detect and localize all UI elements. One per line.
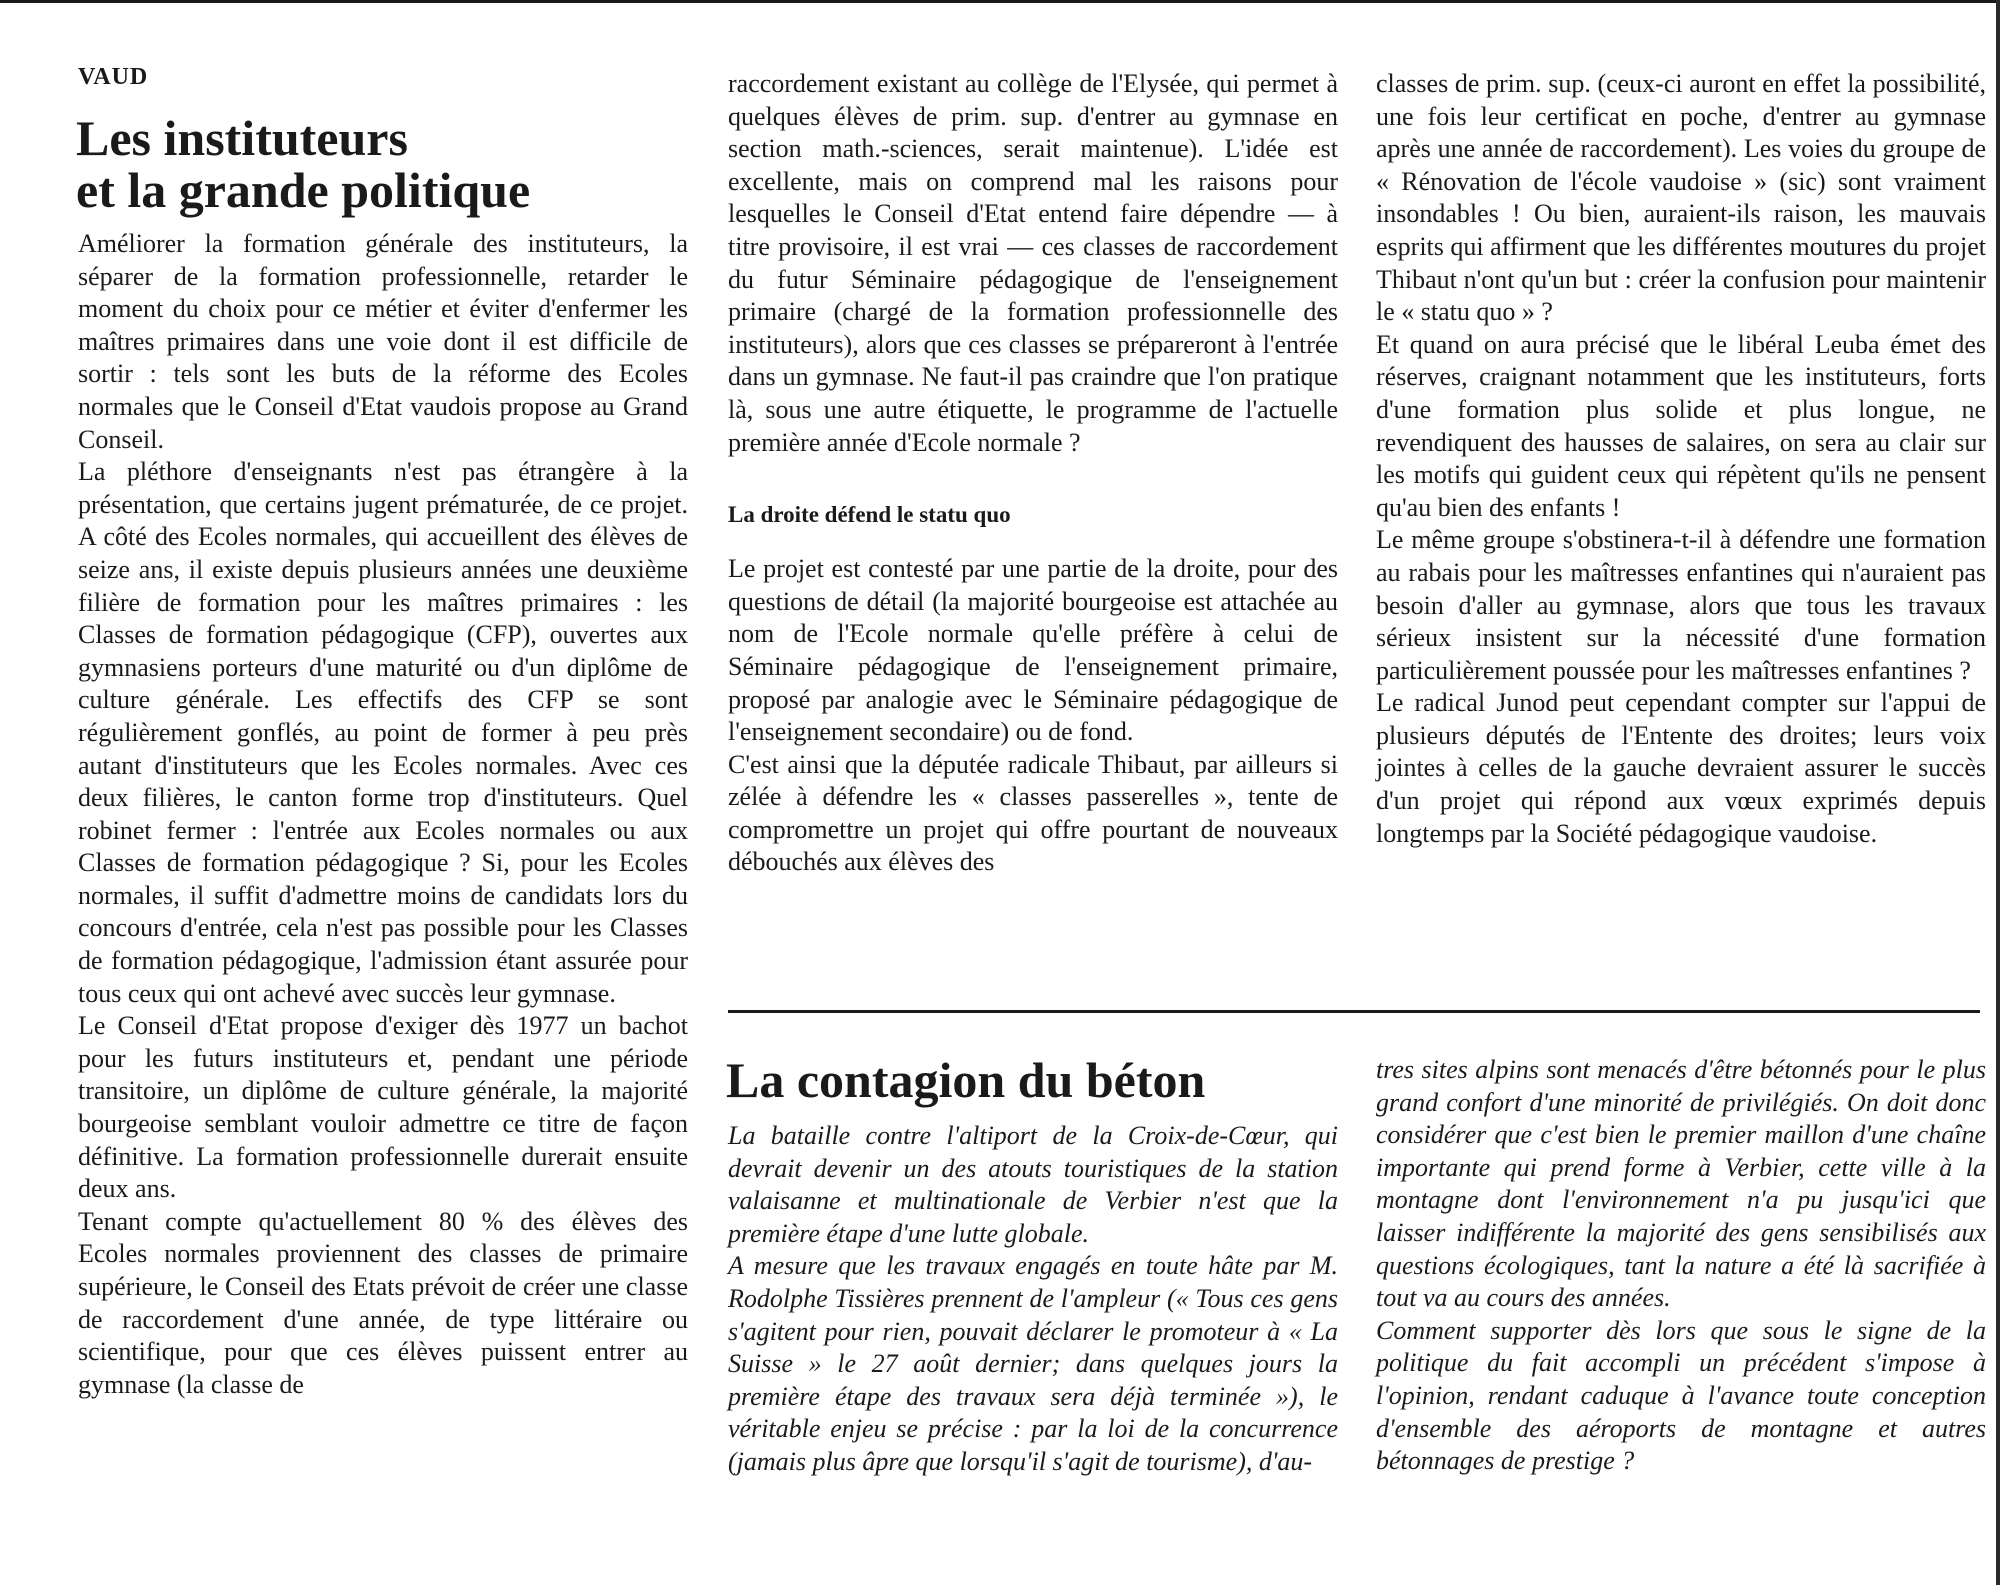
paragraph: raccordement existant au collège de l'Elysée, qui permet à quelques élèves de prim. sup. d'entrer au gymnase en section math.-sciences, serait maintenue). L'idée est excellente, mais on comprend mal les raisons pour lesquelles le Conseil d'Etat entend faire dépendre — à titre provisoire, il est vrai — ces classes de raccordement du futur Séminaire pédagogique de l'enseignement primaire (chargé de la formation professionnelle des instituteurs), alors que ces classes se prépareront à l'entrée dans un gymnase. Ne faut-il pas craindre que l'on pratique là, sous une autre étiquette, le programme de l'actuelle première année d'Ecole normale ?: [728, 69, 1338, 457]
article1-column-2: [728, 68, 1338, 879]
article2-column-1: [728, 1120, 1338, 1479]
paragraph: tres sites alpins sont menacés d'être bétonnés pour le plus grand confort d'une minorité de privilégiés. On doit donc considérer que c'est bien le premier maillon d'une chaîne importante qui prend forme à Verbier, cette ville à la montagne dont l'environnement n'a pu jusqu'ici que laisser indifférente la majorité des gens sensibilisés aux questions écologiques, tant la nature a été là sacrifiée à tout va au cours des années.: [1376, 1055, 1986, 1313]
top-rule: [0, 0, 2000, 3]
paragraph: Le même groupe s'obstinera-t-il à défendre une formation au rabais pour les maîtresses enfantines qui n'auraient pas besoin d'aller au gymnase, alors que tous les travaux sérieux insistent sur la nécessité d'une formation particulièrement poussée pour les maîtresses enfantines ?: [1376, 525, 1986, 685]
paragraph: A mesure que les travaux engagés en toute hâte par M. Rodolphe Tissières prennent de l'ampleur (« Tous ces gens s'agitent pour rien, pouvait déclarer le promoteur à « La Suisse » le 27 août dernier; dans quelques jours la première étape des travaux sera déjà terminée »), le véritable enjeu se précise : par la loi de la concurrence (jamais plus âpre que lorsqu'il s'agit de tourisme), d'au-: [728, 1251, 1338, 1476]
article1-column-3: [1376, 68, 1986, 850]
page-edge: [1996, 0, 2000, 1585]
paragraph: Le projet est contesté par une partie de la droite, pour des questions de détail (la majorité bourgeoise est attachée au nom de l'Ecole normale qu'elle préfère à celui de Séminaire pédagogique de l'enseignement primaire, proposé par analogie avec le Séminaire pédagogique de l'enseignement secondaire) ou de fond.: [728, 554, 1338, 747]
article2-headline: La contagion du béton: [726, 1052, 1206, 1108]
article-divider: [728, 1010, 1980, 1013]
paragraph: La pléthore d'enseignants n'est pas étrangère à la présentation, que certains jugent prématurée, de ce projet. A côté des Ecoles normales, qui accueillent des élèves de seize ans, il existe depuis plusieurs années une deuxième filière de formation pour les maîtres primaires : les Classes de formation pédagogique (CFP), ouvertes aux gymnasiens porteurs d'une maturité ou d'un diplôme de culture générale. Les effectifs des CFP se sont régulièrement gonflés, au point de former à peu près autant d'instituteurs que les Ecoles normales. Avec ces deux filières, le canton forme trop d'instituteurs. Quel robinet fermer : l'entrée aux Ecoles normales ou aux Classes de formation pédagogique ? Si, pour les Ecoles normales, il suffit d'admettre moins de candidats lors du concours d'entrée, cela n'est pas possible pour les Classes de formation pédagogique, l'admission étant assurée pour tous ceux qui ont achevé avec succès leur gymnase.: [78, 457, 688, 1008]
subheading: La droite défend le statu quo: [728, 502, 1011, 528]
article2-column-2: [1376, 1054, 1986, 1478]
section-label: VAUD: [78, 64, 149, 90]
paragraph: La bataille contre l'altiport de la Croix-de-Cœur, qui devrait devenir un des atouts touristiques de la station valaisanne et multinationale de Verbier n'est que la première étape d'une lutte globale.: [728, 1121, 1338, 1248]
headline-line-1: Les instituteurs: [76, 110, 408, 166]
spacer: [728, 531, 1338, 553]
paragraph: Tenant compte qu'actuellement 80 % des élèves des Ecoles normales proviennent des classes de primaire supérieure, le Conseil des Etats prévoit de créer une classe de raccordement d'une année, de type littéraire ou scientifique, pour que ces élèves puissent entrer au gymnase (la classe de: [78, 1206, 688, 1399]
paragraph: Le radical Junod peut cependant compter sur l'appui de plusieurs députés de l'Entente des droites; leurs voix jointes à celles de la gauche devraient assurer le succès d'un projet qui répond aux vœux exprimés depuis longtemps par la Société pédagogique vaudoise.: [1376, 688, 1986, 848]
paragraph: classes de prim. sup. (ceux-ci auront en effet la possibilité, une fois leur certificat en poche, d'entrer au gymnase après une année de raccordement). Les voies du groupe de « Rénovation de l'école vaudoise » (sic) sont vraiment insondables ! Ou bien, auraient-ils raison, les mauvais esprits qui affirment que les différentes moutures du projet Thibaut n'ont qu'un but : créer la confusion pour maintenir le « statu quo » ?: [1376, 69, 1986, 327]
paragraph: Améliorer la formation générale des instituteurs, la séparer de la formation professionnelle, retarder le moment du choix pour ce métier et éviter d'enfermer les maîtres primaires dans une voie dont il est difficile de sortir : tels sont les buts de la réforme des Ecoles normales que le Conseil d'Etat vaudois propose au Grand Conseil.: [78, 229, 688, 454]
paragraph: Et quand on aura précisé que le libéral Leuba émet des réserves, craignant notamment que les instituteurs, forts d'une formation plus solide et plus longue, ne revendiquent des hausses de salaires, on sera au clair sur les motifs qui guident ceux qui répètent qu'ils ne pensent qu'au bien des enfants !: [1376, 329, 1986, 522]
paragraph: Le Conseil d'Etat propose d'exiger dès 1977 un bachot pour les futurs instituteurs et, pendant une période transitoire, un diplôme de culture générale, la majorité bourgeoise semblant vouloir admettre ce titre de façon définitive. La formation professionnelle durerait ensuite deux ans.: [78, 1011, 688, 1204]
spacer: [728, 459, 1338, 499]
article1-headline: [76, 112, 696, 216]
headline-line-2: et la grande politique: [76, 162, 531, 218]
article1-column-1: [78, 228, 688, 1401]
paragraph: Comment supporter dès lors que sous le signe de la politique du fait accompli un précédent s'impose à l'opinion, rendant caduque à l'avance toute conception d'ensemble des aéroports de montagne et autres bétonnages de prestige ?: [1376, 1315, 1986, 1476]
paragraph: C'est ainsi que la députée radicale Thibaut, par ailleurs si zélée à défendre les « classes passerelles », tente de compromettre un projet qui offre pourtant de nouveaux débouchés aux élèves des: [728, 749, 1338, 877]
